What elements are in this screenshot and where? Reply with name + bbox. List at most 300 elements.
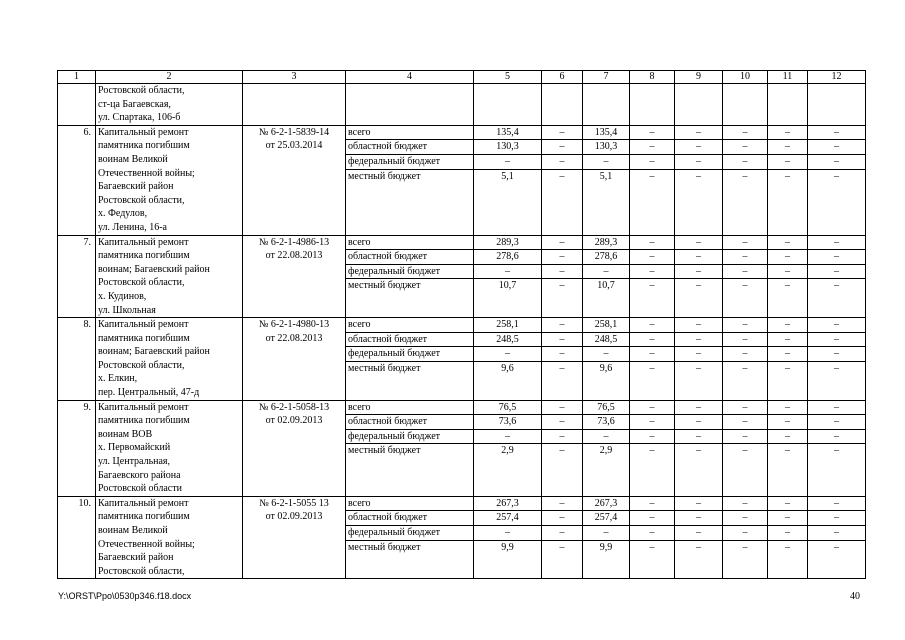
amount-value: –: [785, 170, 790, 182]
amount-value: 267,3: [583, 497, 629, 512]
funding-source-label: федеральный бюджет: [346, 347, 473, 362]
value-cell: [675, 496, 723, 579]
value-cell: [675, 235, 723, 318]
object-name-line: Ростовской области,: [98, 359, 185, 371]
amount-value: –: [649, 170, 655, 182]
amount-value: –: [768, 511, 807, 526]
amount-value: –: [808, 430, 865, 445]
program-table: [57, 70, 866, 579]
amount-value: –: [723, 318, 767, 333]
value-cell: [542, 400, 583, 496]
source-cell: [346, 318, 474, 401]
amount-value: 2,9: [501, 445, 514, 457]
amount-value: –: [542, 415, 582, 430]
funding-source-label: федеральный бюджет: [346, 265, 473, 280]
row-number-cell: 7.: [58, 235, 96, 318]
amount-value: –: [542, 236, 582, 251]
amount-value: –: [808, 511, 865, 526]
amount-value: –: [808, 250, 865, 265]
value-cell: [723, 496, 768, 579]
amount-value: –: [834, 170, 839, 182]
amount-value: –: [785, 280, 790, 292]
amount-value: 9,6: [501, 362, 514, 374]
column-number-cell: 9: [675, 71, 723, 84]
amount-value: –: [808, 497, 865, 512]
amount-value: –: [785, 541, 790, 553]
amount-value: –: [723, 347, 767, 362]
amount-value: –: [808, 126, 865, 141]
amount-value: 248,5: [583, 333, 629, 348]
amount-value: –: [808, 415, 865, 430]
object-name-line: Ростовской области,: [98, 565, 185, 577]
funding-source-label: местный бюджет: [348, 170, 421, 182]
amount-value: –: [630, 126, 674, 141]
object-name-line: памятника погибшим: [98, 332, 190, 344]
amount-value: –: [583, 526, 629, 541]
object-name-line: Отечественной войны;: [98, 167, 195, 179]
amount-value: –: [649, 362, 655, 374]
amount-value: 5,1: [501, 170, 514, 182]
object-name-line: памятника погибшим: [98, 250, 190, 262]
amount-value: 9,9: [599, 541, 613, 553]
amount-value: –: [630, 318, 674, 333]
amount-value: 5,1: [599, 170, 613, 182]
value-cell: [583, 496, 630, 579]
amount-value: –: [583, 155, 629, 170]
value-cell: [723, 318, 768, 401]
value-cell: [542, 84, 583, 126]
row-number-cell: 6.: [58, 125, 96, 235]
amount-value: –: [675, 526, 722, 541]
amount-value: 10,7: [597, 280, 615, 292]
amount-value: –: [723, 155, 767, 170]
amount-value: –: [675, 318, 722, 333]
amount-value: –: [696, 445, 701, 457]
amount-value: –: [630, 140, 674, 155]
funding-source-label: местный бюджет: [348, 280, 421, 292]
column-number-cell: 4: [346, 71, 474, 84]
amount-value: –: [768, 401, 807, 416]
project-row: [58, 496, 866, 579]
value-cell: [723, 84, 768, 126]
amount-value: –: [723, 430, 767, 445]
amount-value: –: [630, 511, 674, 526]
amount-value: 76,5: [583, 401, 629, 416]
value-cell: [474, 125, 542, 235]
amount-value: 258,1: [474, 318, 541, 333]
value-cell: [630, 235, 675, 318]
document-cell: [243, 496, 346, 579]
source-cell: [346, 125, 474, 235]
document-cell: [243, 84, 346, 126]
amount-value: –: [583, 347, 629, 362]
amount-value: –: [559, 541, 565, 553]
value-cell: [675, 318, 723, 401]
amount-value: –: [559, 170, 565, 182]
object-name-line: воинам Великой: [98, 153, 168, 165]
document-line: от 02.09.2013: [265, 511, 323, 523]
amount-value: –: [723, 250, 767, 265]
object-name-line: ст-ца Багаевская,: [98, 98, 171, 110]
document-line: № 6-2-1-5839-14: [258, 126, 330, 138]
amount-value: –: [542, 155, 582, 170]
value-cell: [542, 235, 583, 318]
funding-source-label: областной бюджет: [346, 140, 473, 155]
object-name-line: воинам Великой: [98, 525, 168, 536]
value-cell: [542, 125, 583, 235]
document-cell: [243, 235, 346, 318]
amount-value: –: [630, 526, 674, 541]
amount-value: 258,1: [583, 318, 629, 333]
document-cell: [243, 125, 346, 235]
document-line: от 02.09.2013: [265, 415, 323, 427]
object-name-line: Ростовской области: [98, 483, 182, 495]
value-cell: [630, 125, 675, 235]
amount-value: –: [768, 155, 807, 170]
amount-value: –: [834, 445, 839, 457]
amount-value: 248,5: [474, 333, 541, 348]
amount-value: –: [559, 362, 565, 374]
value-cell: [808, 125, 866, 235]
amount-value: –: [542, 526, 582, 541]
continuation-row: [58, 84, 866, 126]
source-cell: [346, 496, 474, 579]
amount-value: –: [630, 333, 674, 348]
column-number-cell: 5: [474, 71, 542, 84]
value-cell: [808, 235, 866, 318]
amount-value: –: [742, 170, 748, 182]
amount-value: –: [675, 415, 722, 430]
value-cell: [474, 84, 542, 126]
amount-value: –: [808, 236, 865, 251]
object-name-line: Капитальный ремонт: [98, 497, 189, 509]
object-name-line: памятника погибшим: [98, 140, 190, 152]
object-name-line: ул. Спартака, 106-б: [98, 112, 181, 124]
column-number-cell: 3: [243, 71, 346, 84]
amount-value: –: [630, 415, 674, 430]
object-name-line: ул. Школьная: [98, 304, 156, 316]
amount-value: –: [723, 415, 767, 430]
amount-value: –: [808, 318, 865, 333]
amount-value: –: [542, 511, 582, 526]
amount-value: –: [542, 497, 582, 512]
document-line: от 25.03.2014: [265, 140, 323, 152]
amount-value: –: [834, 541, 839, 553]
amount-value: –: [785, 362, 790, 374]
funding-source-label: всего: [346, 126, 473, 141]
amount-value: –: [723, 333, 767, 348]
object-name-cell: [96, 318, 243, 401]
amount-value: –: [675, 126, 722, 141]
amount-value: –: [768, 497, 807, 512]
amount-value: –: [768, 126, 807, 141]
amount-value: –: [559, 280, 565, 292]
object-name-line: Ростовской области,: [98, 277, 185, 289]
amount-value: –: [583, 265, 629, 280]
amount-value: –: [723, 497, 767, 512]
amount-value: –: [474, 526, 541, 541]
document-cell: [243, 318, 346, 401]
value-cell: [723, 235, 768, 318]
column-number-cell: 8: [630, 71, 675, 84]
value-cell: [583, 400, 630, 496]
column-number-cell: 11: [768, 71, 808, 84]
object-name-cell: [96, 125, 243, 235]
document-cell: [243, 400, 346, 496]
amount-value: –: [768, 236, 807, 251]
amount-value: 278,6: [583, 250, 629, 265]
object-name-line: Капитальный ремонт: [98, 319, 189, 331]
amount-value: –: [742, 541, 748, 553]
amount-value: –: [808, 347, 865, 362]
amount-value: –: [742, 445, 748, 457]
amount-value: –: [723, 236, 767, 251]
row-number-cell: 8.: [58, 318, 96, 401]
amount-value: –: [583, 430, 629, 445]
value-cell: [542, 318, 583, 401]
value-cell: [630, 496, 675, 579]
document-line: № 6-2-1-5058-13: [258, 401, 330, 413]
object-name-line: Багаевский район: [98, 552, 174, 564]
object-name-line: Ростовской области,: [98, 85, 185, 96]
amount-value: –: [675, 347, 722, 362]
amount-value: –: [723, 140, 767, 155]
amount-value: –: [675, 511, 722, 526]
column-number-cell: 6: [542, 71, 583, 84]
funding-source-label: всего: [346, 236, 473, 251]
document-line: № 6-2-1-4986-13: [258, 236, 330, 248]
amount-value: –: [742, 362, 748, 374]
amount-value: –: [630, 401, 674, 416]
amount-value: 130,3: [583, 140, 629, 155]
amount-value: –: [542, 126, 582, 141]
amount-value: –: [675, 401, 722, 416]
object-name-line: х. Елкин,: [98, 373, 138, 385]
amount-value: 10,7: [498, 280, 517, 292]
value-cell: [675, 125, 723, 235]
funding-source-label: всего: [346, 401, 473, 416]
value-cell: [630, 84, 675, 126]
source-cell: [346, 235, 474, 318]
amount-value: –: [768, 415, 807, 430]
value-cell: [808, 84, 866, 126]
amount-value: 76,5: [474, 401, 541, 416]
object-name-line: Капитальный ремонт: [98, 401, 189, 413]
value-cell: [723, 400, 768, 496]
funding-source-label: местный бюджет: [348, 445, 421, 457]
amount-value: –: [559, 445, 565, 457]
amount-value: –: [675, 497, 722, 512]
amount-value: –: [808, 401, 865, 416]
object-name-line: Багаевский район: [98, 181, 174, 193]
amount-value: 289,3: [474, 236, 541, 251]
amount-value: –: [675, 333, 722, 348]
amount-value: –: [649, 280, 655, 292]
file-path: Y:\ORST\Ppo\0530p346.f18.docx: [58, 591, 192, 601]
object-name-line: ул. Ленина, 16-а: [98, 221, 167, 233]
amount-value: –: [696, 170, 701, 182]
funding-source-label: местный бюджет: [348, 362, 421, 374]
amount-value: –: [542, 265, 582, 280]
value-cell: [723, 125, 768, 235]
object-name-line: пер. Центральный, 47-д: [98, 387, 200, 399]
value-cell: [630, 400, 675, 496]
funding-source-label: областной бюджет: [346, 511, 473, 526]
amount-value: –: [630, 250, 674, 265]
amount-value: –: [696, 541, 701, 553]
value-cell: [808, 400, 866, 496]
amount-value: –: [768, 265, 807, 280]
document-line: от 22.08.2013: [265, 332, 323, 344]
amount-value: –: [675, 140, 722, 155]
amount-value: –: [675, 155, 722, 170]
funding-source-label: областной бюджет: [346, 333, 473, 348]
object-name-line: х. Федулов,: [98, 208, 148, 220]
value-cell: [474, 496, 542, 579]
amount-value: 9,6: [599, 362, 613, 374]
object-name-line: воинам ВОВ: [98, 428, 153, 440]
project-row: [58, 400, 866, 496]
project-row: [58, 125, 866, 235]
page-number: 40: [850, 591, 860, 602]
amount-value: –: [542, 347, 582, 362]
funding-source-label: федеральный бюджет: [346, 155, 473, 170]
amount-value: 2,9: [599, 445, 613, 457]
object-name-cell: [96, 235, 243, 318]
amount-value: 130,3: [474, 140, 541, 155]
object-name-line: памятника погибшим: [98, 415, 190, 427]
funding-source-label: всего: [346, 318, 473, 333]
amount-value: 135,4: [583, 126, 629, 141]
value-cell: [768, 400, 808, 496]
value-cell: [768, 235, 808, 318]
value-cell: [808, 496, 866, 579]
amount-value: –: [675, 265, 722, 280]
value-cell: [474, 400, 542, 496]
amount-value: –: [474, 347, 541, 362]
object-name-line: Ростовской области,: [98, 194, 185, 206]
value-cell: [768, 125, 808, 235]
amount-value: –: [474, 265, 541, 280]
document-line: № 6-2-1-4980-13: [258, 319, 330, 331]
value-cell: [630, 318, 675, 401]
amount-value: –: [768, 250, 807, 265]
object-name-line: воинам; Багаевский район: [98, 346, 210, 358]
amount-value: –: [834, 362, 839, 374]
object-name-cell: [96, 400, 243, 496]
value-cell: [583, 235, 630, 318]
object-name-line: памятника погибшим: [98, 511, 190, 523]
object-name-line: Капитальный ремонт: [98, 126, 189, 138]
amount-value: 73,6: [474, 415, 541, 430]
amount-value: –: [630, 236, 674, 251]
amount-value: –: [723, 526, 767, 541]
amount-value: –: [542, 140, 582, 155]
amount-value: 135,4: [474, 126, 541, 141]
amount-value: –: [768, 430, 807, 445]
amount-value: –: [742, 280, 748, 292]
amount-value: –: [808, 140, 865, 155]
amount-value: –: [630, 430, 674, 445]
object-name-line: Багаевского района: [98, 469, 181, 481]
funding-source-label: федеральный бюджет: [346, 526, 473, 541]
value-cell: [474, 318, 542, 401]
amount-value: –: [808, 333, 865, 348]
project-row: [58, 318, 866, 401]
amount-value: –: [542, 430, 582, 445]
amount-value: 73,6: [583, 415, 629, 430]
amount-value: –: [723, 401, 767, 416]
document-line: от 22.08.2013: [265, 250, 323, 262]
funding-source-label: всего: [346, 497, 473, 512]
value-cell: [808, 318, 866, 401]
amount-value: –: [630, 347, 674, 362]
amount-value: –: [808, 526, 865, 541]
column-number-header-row: [58, 71, 866, 84]
column-number-cell: 12: [808, 71, 866, 84]
amount-value: 257,4: [474, 511, 541, 526]
amount-value: –: [542, 250, 582, 265]
amount-value: –: [542, 318, 582, 333]
amount-value: –: [542, 333, 582, 348]
column-number-cell: 1: [58, 71, 96, 84]
amount-value: –: [723, 126, 767, 141]
object-name-line: Отечественной войны;: [98, 538, 195, 550]
value-cell: [583, 125, 630, 235]
document-line: № 6-2-1-5055 13: [259, 497, 329, 509]
amount-value: –: [808, 265, 865, 280]
object-name-line: ул. Центральная,: [98, 456, 171, 468]
source-cell: [346, 400, 474, 496]
object-name-line: воинам; Багаевский район: [98, 263, 210, 275]
amount-value: –: [768, 333, 807, 348]
value-cell: [583, 318, 630, 401]
amount-value: –: [630, 265, 674, 280]
value-cell: [474, 235, 542, 318]
column-number-cell: 10: [723, 71, 768, 84]
funding-source-label: местный бюджет: [348, 541, 421, 553]
value-cell: [675, 400, 723, 496]
amount-value: –: [649, 541, 655, 553]
amount-value: 289,3: [583, 236, 629, 251]
amount-value: –: [768, 318, 807, 333]
row-number-cell: [58, 84, 96, 126]
value-cell: [768, 496, 808, 579]
source-cell: [346, 84, 474, 126]
value-cell: [542, 496, 583, 579]
amount-value: –: [675, 236, 722, 251]
funding-source-label: областной бюджет: [346, 250, 473, 265]
amount-value: –: [696, 280, 701, 292]
amount-value: –: [542, 401, 582, 416]
amount-value: 257,4: [583, 511, 629, 526]
row-number-cell: 10.: [58, 496, 96, 579]
object-name-line: Капитальный ремонт: [98, 236, 189, 248]
amount-value: –: [768, 526, 807, 541]
object-name-cell: [96, 496, 243, 579]
amount-value: –: [723, 265, 767, 280]
value-cell: [583, 84, 630, 126]
amount-value: –: [785, 445, 790, 457]
amount-value: 9,9: [501, 541, 514, 553]
column-number-cell: 7: [583, 71, 630, 84]
amount-value: –: [834, 280, 839, 292]
amount-value: –: [675, 430, 722, 445]
amount-value: –: [768, 140, 807, 155]
amount-value: 267,3: [474, 497, 541, 512]
funding-source-label: областной бюджет: [346, 415, 473, 430]
amount-value: –: [630, 155, 674, 170]
